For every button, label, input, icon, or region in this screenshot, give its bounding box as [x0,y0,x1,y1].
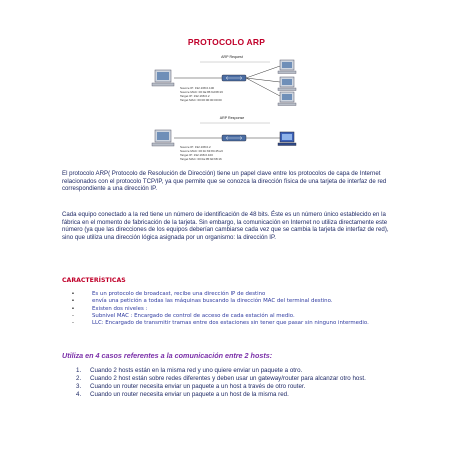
list-item-text: LLC: Encargado de transmitir tramas entre dos estaciones sin tener que pasar sin ninguno intermedio. [92,320,369,327]
request-target-computer-icon-3 [278,92,296,106]
characteristics-heading: CARACTERÍSTICAS [62,277,126,284]
response-line-2: Source MAC: 00:1b:63:84:45:e6 [180,149,223,153]
cases-heading: Utiliza en 4 casos referentes a la comunicación entre 2 hosts: [62,351,273,360]
response-receiver-computer-icon [152,130,174,146]
request-line-4: Target MAC: 00:00:00:00:00:00 [180,98,222,102]
response-sender-computer-icon [278,132,296,146]
list-item-text: envía una petición a todas las máquinas buscando la dirección MAC del terminal destino. [92,298,333,305]
request-line-2: Source MAC: 00:0a:95:9d:68:16 [180,90,223,94]
arp-request-caption: ARP Request [221,55,243,59]
intro-paragraph: El protocolo ARP( Protocolo de Resolución de Dirección) tiene un papel clave entre los protocolos de capa de Internet relacionados con el protocolo TCP/IP, ya que permite que se conozca la dirección física de una tarjeta de interfaz de red correspondiente a una dirección IP. [62,170,387,193]
response-line-1: Source IP: 192.168.0.2 [180,145,211,149]
list-number: 1. [76,367,82,374]
list-item-text: Cuando 2 hosts están en la misma red y uno quiere enviar un paquete a otro. [90,367,303,374]
dash-marker: - [72,320,74,327]
list-number: 2. [76,374,82,382]
list-item [62,313,402,320]
list-item-text: Cuando 2 host están sobre redes diferentes y deben usar un gateway/router para alcanzar otro host. [90,374,366,382]
list-item-text: Cuando un router necesita enviar un paquete a un host a través de otro router. [90,382,306,390]
list-item [62,298,402,305]
request-sender-computer-icon [152,70,174,86]
characteristics-list [62,291,402,327]
request-line-3: Target IP: 192.168.0.2 [180,94,210,98]
bullet-marker: • [71,305,75,312]
list-item [76,383,396,391]
request-target-computer-icon-2 [278,77,296,91]
list-item [76,391,396,399]
arp-response-caption: ARP Response [219,116,245,120]
bullet-marker: • [71,291,75,297]
list-item [62,320,402,327]
list-item-text: Subnivel MAC : Encargado de control de acceso de cada estación al medio. [92,312,295,319]
dash-marker: - [72,312,74,319]
arp-diagram-svg [140,52,325,162]
request-line-1: Source IP: 192.168.0.100 [180,86,215,90]
list-item [62,306,402,313]
request-switch-icon [222,75,246,81]
mac-ip-paragraph: Cada equipo conectado a la red tiene un número de identificación de 48 bits. Éste es un número único establecido en la fábrica en el momento de fabricación de la tarjeta. Sin embargo, la comunicación en Internet no utiliza directamente este número (ya que las direcciones de los equipos deberían cambiarse cada vez que se cambia la tarjeta de interfaz de red), sino que utiliza una dirección lógica asignada por un organismo: la dirección IP. [62,211,389,242]
cases-list [76,367,396,399]
list-number: 3. [76,382,82,390]
response-line-4: Target MAC: 00:0a:95:9d:68:16 [180,157,222,161]
arp-diagram [140,52,325,162]
response-switch-icon [222,135,246,141]
bullet-marker: • [71,298,75,305]
response-line-3: Target IP: 192.168.0.100 [180,153,213,157]
request-target-computer-icon-1 [278,60,296,74]
list-item [76,375,396,383]
list-item-text: Existen dos niveles : [92,305,148,312]
list-item-text: Es un protocolo de broadcast, recibe una dirección IP de destino [92,291,266,297]
list-item [76,367,396,375]
list-number: 4. [76,390,82,398]
list-item-text: Cuando un router necesita enviar un paquete a un host de la misma red. [90,390,289,398]
document-title: PROTOCOLO ARP [187,37,266,47]
